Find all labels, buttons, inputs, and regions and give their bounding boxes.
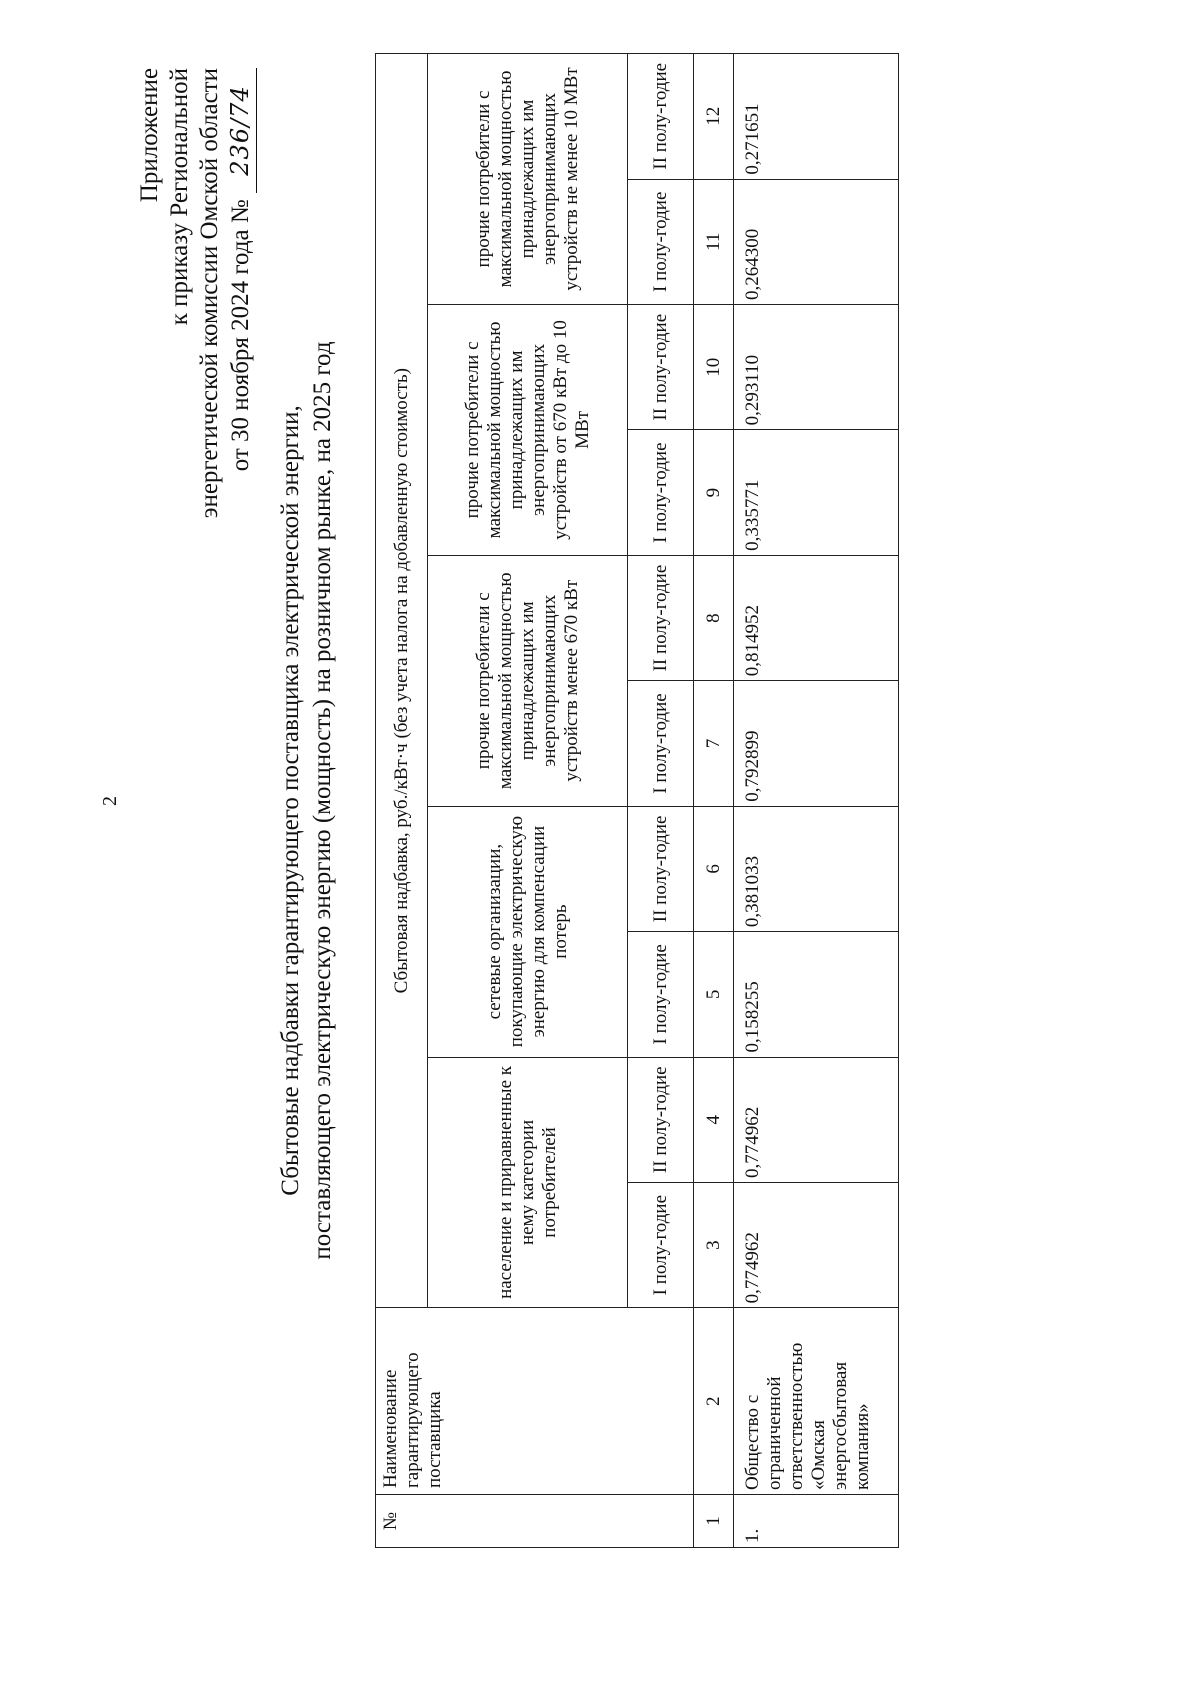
header-half-2: II полу-годие [628, 1057, 694, 1182]
column-number: 12 [694, 54, 734, 180]
header-group-population: население и приравненные к нему категории потребителей [428, 1057, 628, 1308]
header-half-2: II полу-годие [628, 54, 694, 180]
table-row [734, 54, 899, 1548]
header-group-over-10mw: прочие потребители с максимальной мощностью принадлежащих им энергопринимающих устройств не менее 10 МВт [428, 54, 628, 305]
document-title [275, 53, 339, 1548]
title-line-1: Сбытовые надбавки гарантирующего поставщика электрической энергии, [277, 405, 304, 1196]
column-number: 6 [694, 806, 734, 931]
title-line-2: поставляющего электрическую энергию (мощность) на розничном рынке, на 2025 год [309, 341, 336, 1260]
header-supplier: Наименование гарантирующего поставщика [376, 1308, 694, 1495]
column-number-row [694, 54, 734, 1548]
header-half-2: II полу-годие [628, 305, 694, 430]
column-number: 4 [694, 1057, 734, 1182]
appendix-line-2: к приказу Региональной [166, 68, 193, 326]
column-number: 10 [694, 305, 734, 430]
page-number: 2 [99, 796, 121, 806]
order-number-field [225, 68, 257, 193]
supplier-name: Общество с ограниченной ответственностью «Омская энергосбытовая компания» [734, 1308, 899, 1495]
value-cell: 0,814952 [734, 555, 899, 680]
column-number: 5 [694, 932, 734, 1057]
value-cell: 0,381033 [734, 806, 899, 931]
header-half-1: I полу-годие [628, 179, 694, 304]
row-number: 1. [734, 1494, 899, 1547]
column-number: 11 [694, 179, 734, 304]
header-group-670kw-10mw: прочие потребители с максимальной мощностью принадлежащих им энергопринимающих устройств от 670 кВт до 10 МВт [428, 305, 628, 556]
header-group-grid-organizations: сетевые организации, покупающие электрическую энергию для компенсации потерь [428, 806, 628, 1057]
value-cell: 0,271651 [734, 54, 899, 180]
value-cell: 0,158255 [734, 932, 899, 1057]
value-cell: 0,774962 [734, 1182, 899, 1307]
column-number: 8 [694, 555, 734, 680]
column-number: 2 [694, 1308, 734, 1495]
column-number: 3 [694, 1182, 734, 1307]
header-no: № [376, 1494, 694, 1547]
header-markup: Сбытовая надбавка, руб./кВт·ч (без учета налога на добавленную стоимость) [376, 54, 428, 1308]
value-cell: 0,335771 [734, 430, 899, 555]
rotated-page-content [135, 53, 1135, 1548]
column-number: 1 [694, 1494, 734, 1547]
column-number: 9 [694, 430, 734, 555]
header-half-1: I полу-годие [628, 681, 694, 806]
header-half-1: I полу-годие [628, 932, 694, 1057]
header-group-under-670kw: прочие потребители с максимальной мощностью принадлежащих им энергопринимающих устройств менее 670 кВт [428, 555, 628, 806]
value-cell: 0,774962 [734, 1057, 899, 1182]
appendix-header [135, 68, 257, 518]
column-number: 7 [694, 681, 734, 806]
appendix-line-4 [225, 68, 257, 518]
header-half-1: I полу-годие [628, 1182, 694, 1307]
markup-table [375, 53, 899, 1548]
value-cell: 0,792899 [734, 681, 899, 806]
value-cell: 0,264300 [734, 179, 899, 304]
appendix-date-prefix: от 30 ноября 2024 года № [227, 199, 254, 472]
appendix-line-1: Приложение [136, 68, 163, 203]
order-number-handwritten: 236/74 [226, 85, 254, 176]
value-cell: 0,293110 [734, 305, 899, 430]
header-half-1: I полу-годие [628, 430, 694, 555]
appendix-line-3: энергетической комиссии Омской области [196, 68, 223, 519]
header-half-2: II полу-годие [628, 806, 694, 931]
header-half-2: II полу-годие [628, 555, 694, 680]
